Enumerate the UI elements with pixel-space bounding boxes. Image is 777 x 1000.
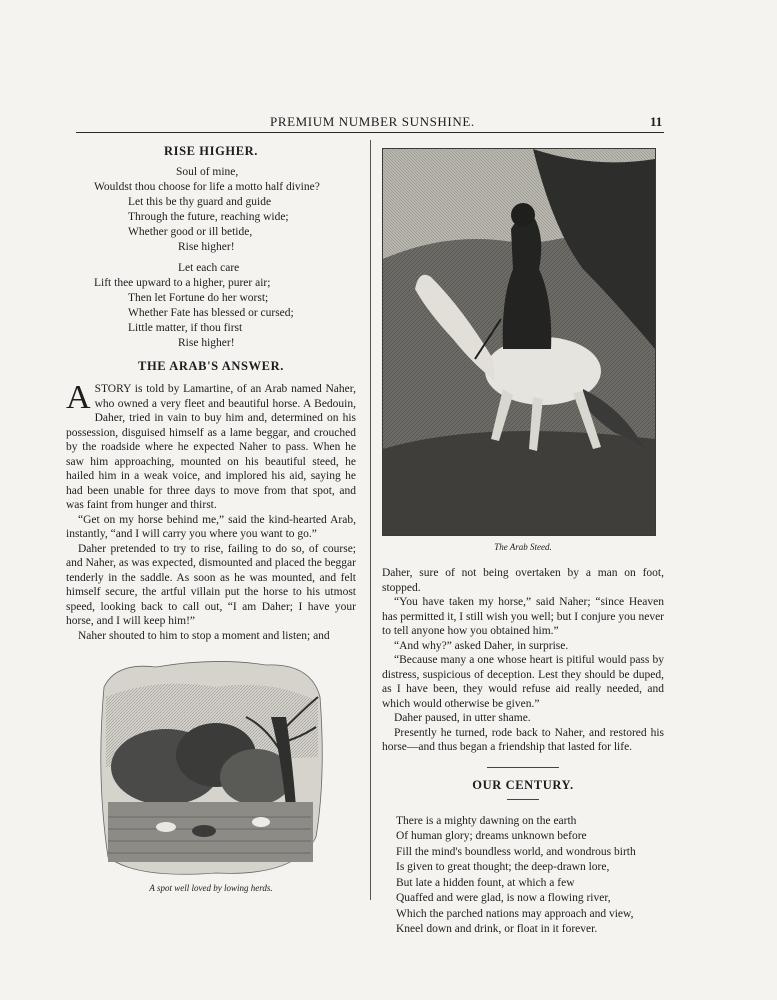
story-paragraph: “Because many a one whose heart is pitiful would pass by distress, suspicious of deception. Lest they should be duped, as I have been, they would refuse aid really needed, and which would otherwise be given.” — [382, 654, 664, 710]
page-number: 11 — [650, 114, 663, 129]
poem-line: Whether Fate has blessed or cursed; — [128, 307, 294, 319]
story-paragraph: “You have taken my horse,” said Naher; “since Heaven has permitted it, I still wish you well; but I conjure you never to tell anyone how you obtained him.” — [382, 596, 665, 637]
poem-line: Kneel down and drink, or float in it forever. — [396, 923, 598, 935]
story-paragraph: A STORY is told by Lamartine, of an Arab named Naher, who owned a very fleet and beautiful horse. A Bedouin, Daher, tried in vain to buy him and, determined on his possession, disguised himself as a lame beggar, and crouched by the roadside where he expected Naher to pass. When he saw him approaching, mounted on his beautiful steed, he hailed him in a weak voice, and implored his aid, saying he had been unable for three days to move from that spot, and was faint from hunger and thirst. — [66, 379, 356, 511]
arab-steed-engraving-image — [383, 149, 655, 535]
arab-steed-caption: The Arab Steed. — [494, 542, 552, 552]
our-century-poem — [382, 814, 664, 938]
poem-line: Through the future, reaching wide; — [128, 211, 289, 223]
poem-line: But late a hidden fount, at which a few — [396, 876, 575, 889]
poem-line: Fill the mind's boundless world, and wondrous birth — [396, 845, 636, 858]
story-paragraph: Daher pretended to try to rise, failing to do so, of course; and Naher, as was expected, dismounted and placed the beggar tenderly in the saddle. As soon as he was mounted, and felt himself secure, the artful villain put the horse to his utmost speed, looking back to call out, “I am Daher; I have your horse, and I will keep him!” — [66, 542, 356, 627]
poem-line: Is given to great thought; the deep-drawn lore, — [396, 861, 610, 873]
section-divider — [487, 767, 559, 768]
story-paragraph: “Get on my horse behind me,” said the kind-hearted Arab, instantly, “and I will carry you where you want to go.” — [66, 513, 356, 540]
poem-line: Then let Fortune do her worst; — [128, 292, 269, 304]
right-column — [382, 140, 664, 938]
poem-line: Wouldst thou choose for life a motto half divine? — [94, 181, 320, 193]
story-paragraph: Presently he turned, rode back to Naher, and restored his horse—and thus began a friendship that lasted for life. — [382, 726, 664, 753]
arabs-answer-heading: THE ARAB'S ANSWER. — [138, 359, 284, 373]
story-paragraph: Daher, sure of not being overtaken by a man on foot, stopped. — [382, 567, 664, 594]
rise-higher-poem — [66, 165, 356, 351]
poem-stanza-1 — [66, 165, 356, 255]
header-rule — [76, 132, 664, 133]
heading-underline — [507, 799, 539, 800]
poem-line: Little matter, if thou first — [128, 322, 243, 334]
poem-line: Rise higher! — [178, 241, 235, 253]
poem-line: Let each care — [178, 262, 240, 274]
arab-steed-illustration — [382, 148, 656, 536]
herds-illustration — [96, 657, 326, 879]
poem-line: Let this be thy guard and guide — [128, 196, 272, 208]
poem-line: Of human glory; dreams unknown before — [396, 830, 587, 842]
our-century-heading: OUR CENTURY. — [472, 777, 574, 792]
poem-line: Soul of mine, — [176, 166, 239, 178]
poem-line: Which the parched nations may approach and view, — [396, 907, 634, 920]
running-header-title: PREMIUM NUMBER SUNSHINE. — [270, 114, 475, 129]
poem-line: Quaffed and were glad, is now a flowing river, — [396, 892, 611, 904]
poem-line: Lift thee upward to a higher, purer air; — [94, 277, 271, 289]
column-divider — [370, 140, 371, 900]
poem-line: Rise higher! — [178, 337, 235, 349]
left-column — [66, 140, 356, 893]
story-paragraph: Daher paused, in utter shame. — [394, 712, 531, 724]
story-paragraph: “And why?” asked Daher, in surprise. — [394, 639, 569, 652]
herds-caption: A spot well loved by lowing herds. — [149, 883, 273, 893]
poem-line: There is a mighty dawning on the earth — [396, 814, 577, 827]
herds-engraving-image — [96, 657, 326, 879]
poem-stanza-2 — [66, 261, 356, 351]
poem-line: Whether good or ill betide, — [128, 226, 253, 238]
arabs-answer-continued — [382, 566, 664, 755]
story-paragraph: Naher shouted to him to stop a moment and listen; and — [78, 629, 330, 642]
arabs-answer-story — [66, 379, 356, 643]
drop-cap: A — [66, 379, 91, 416]
rise-higher-heading: RISE HIGHER. — [163, 144, 259, 158]
